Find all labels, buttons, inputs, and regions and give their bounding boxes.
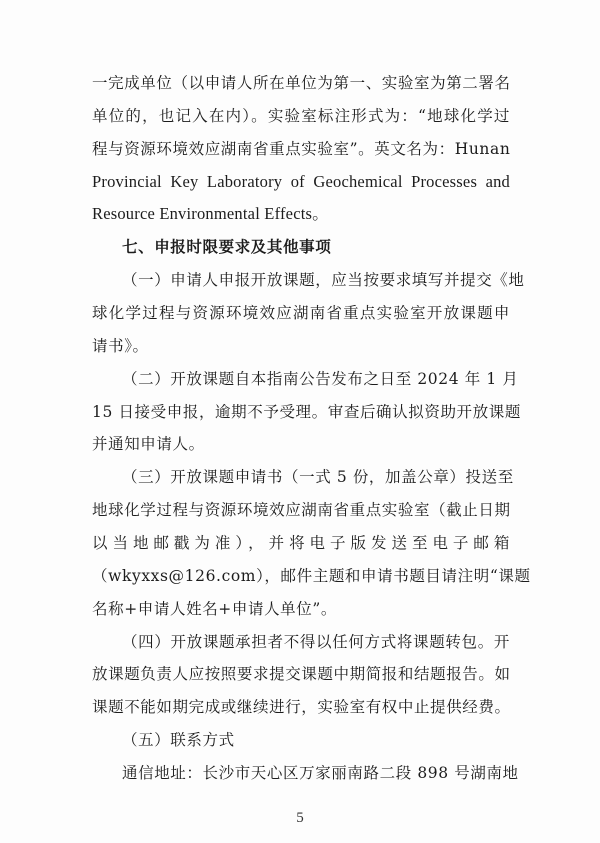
subsection-heading: （五）联系方式 [122,731,235,749]
text-line: 程与资源环境效应湖南省重点实验室”。英文名为：Hunan [92,140,511,158]
text-line: 课题不能如期完成或继续进行，实验室有权中止提供经费。 [92,698,511,716]
text-line: 单位的，也记入在内）。实验室标注形式为：“地球化学过 [92,107,510,125]
text-line: Resource Environmental Effects。 [92,204,329,223]
text-line: 并通知申请人。 [92,435,205,453]
page-number: 5 [296,810,304,826]
paragraph-first-line: （三）开放课题申请书（一式 5 份，加盖公章）投送至 [122,468,514,486]
text-line: 球化学过程与资源环境效应湖南省重点实验室开放课题申 [92,304,510,322]
section-heading: 七、申报时限要求及其他事项 [122,238,332,256]
text-line: 地球化学过程与资源环境效应湖南省重点实验室（截止日期 [92,501,511,519]
text-line: 放课题负责人应按照要求提交课题中期简报和结题报告。如 [92,665,511,683]
text-line: 以当地邮戳为准），并将电子版发送至电子邮箱 [92,534,510,552]
text-line: 名称+申请人姓名+申请人单位”。 [92,600,337,618]
paragraph-first-line: （四）开放课题承担者不得以任何方式将课题转包。开 [122,633,510,651]
text-line: （wkyxxs@126.com），邮件主题和申请书题目请注明“课题 [92,567,531,585]
text-line: 15 日接受申报，逾期不予受理。审查后确认拟资助开放课题 [92,403,521,421]
paragraph-first-line: （一）申请人申报开放课题，应当按要求填写并提交《地 [122,271,525,289]
text-line: Provincial Key Laboratory of Geochemical Processes and [92,172,510,191]
text-line: 请书》。 [92,337,149,355]
text-line: 一完成单位（以申请人所在单位为第一、实验室为第二署名 [92,74,511,92]
paragraph-first-line: 通信地址：长沙市天心区万家丽南路二段 898 号湖南地 [122,764,519,782]
paragraph-first-line: （二）开放课题自本指南公告发布之日至 2024 年 1 月 [122,370,519,388]
